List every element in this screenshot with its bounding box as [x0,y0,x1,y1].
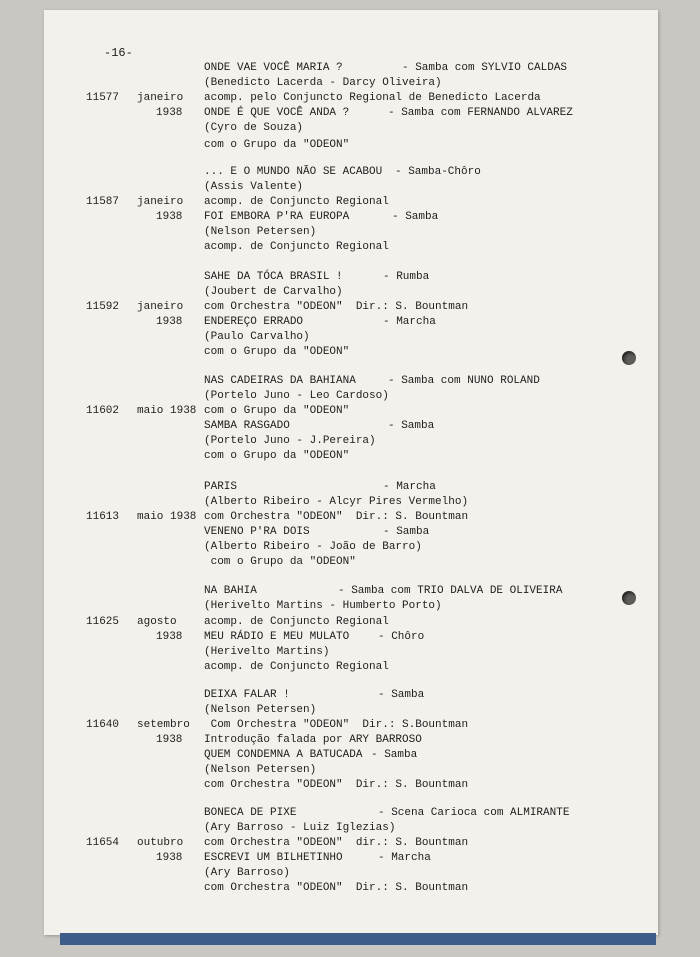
song-title: VENENO P'RA DOIS [204,526,310,538]
song-title: ONDE É QUE VOCÊ ANDA ? [204,107,350,119]
entry-year: 1938 [156,107,183,119]
song-title: SAMBA RASGADO [204,420,290,432]
document-page [44,10,658,935]
song-title: ENDEREÇO ERRADO [204,316,304,328]
song-credits: (Benedicto Lacerda - Darcy Oliveira) [204,77,442,89]
song-accompaniment: com o Grupo da "ODEON" [204,346,350,358]
song-title: ESCREVI UM BILHETINHO [204,852,343,864]
song-genre: - Scena Carioca com ALMIRANTE [378,807,570,819]
song-accompaniment: com Orchestra "ODEON" Dir.: S. Bountman [204,882,469,894]
song-accompaniment: com Orchestra "ODEON" Dir.: S. Bountman [204,301,469,313]
catalog-number: 11587 [86,196,120,208]
song-genre: - Samba-Chôro [395,166,481,178]
song-credits: (Portelo Juno - Leo Cardoso) [204,390,389,402]
song-title: QUEM CONDEMNA A BATUCADA [204,749,363,761]
punch-hole-top [622,351,636,365]
song-title: NAS CADEIRAS DA BAHIANA [204,375,356,387]
song-credits: (Joubert de Carvalho) [204,286,343,298]
spoken-intro-note: Introdução falada por ARY BARROSO [204,734,422,746]
song-accompaniment: com o Grupo da "ODEON" [204,139,350,151]
entry-year: 1938 [156,211,183,223]
song-credits: (Alberto Ribeiro - João de Barro) [204,541,422,553]
entry-month: setembro [137,719,190,731]
song-genre: - Samba com NUNO ROLAND [388,375,540,387]
song-title: PARIS [204,481,238,493]
catalog-number: 11640 [86,719,120,731]
song-credits: (Paulo Carvalho) [204,331,310,343]
song-title: NA BAHIA [204,585,257,597]
song-genre: - Samba com SYLVIO CALDAS [402,62,568,74]
song-title: ... E O MUNDO NÃO SE ACABOU [204,166,383,178]
song-genre: - Samba com FERNANDO ALVAREZ [388,107,573,119]
song-credits: (Nelson Petersen) [204,226,317,238]
song-title: BONECA DE PIXE [204,807,297,819]
song-accompaniment: com o Grupo da "ODEON" [204,450,350,462]
entry-month: janeiro [137,92,184,104]
entry-month: outubro [137,837,184,849]
song-credits: (Cyro de Souza) [204,122,304,134]
song-accompaniment: acomp. de Conjuncto Regional [204,616,389,628]
entry-month: janeiro [137,196,184,208]
catalog-number: 11577 [86,92,120,104]
punch-hole-bottom [622,591,636,605]
song-genre: - Samba [378,689,425,701]
song-title: MEU RÁDIO E MEU MULATO [204,631,350,643]
song-title: SAHE DA TÓCA BRASIL ! [204,271,343,283]
catalog-number: 11625 [86,616,120,628]
song-credits: (Ary Barroso) [204,867,290,879]
catalog-number: 11592 [86,301,120,313]
song-accompaniment: acomp. de Conjuncto Regional [204,196,389,208]
song-accompaniment: com Orchestra "ODEON" Dir.: S. Bountman [204,779,469,791]
song-title: DEIXA FALAR ! [204,689,290,701]
song-genre: - Samba [388,420,435,432]
song-credits: (Herivelto Martins) [204,646,330,658]
song-accompaniment: Com Orchestra "ODEON" Dir.: S.Bountman [204,719,469,731]
song-genre: - Chôro [378,631,425,643]
entry-year: 1938 [156,852,183,864]
song-credits: (Ary Barroso - Luiz Iglezias) [204,822,396,834]
song-accompaniment: acomp. de Conjuncto Regional [204,241,389,253]
song-title: FOI EMBORA P'RA EUROPA [204,211,350,223]
song-genre: - Marcha [383,316,436,328]
entry-month: agosto [137,616,177,628]
song-credits: (Nelson Petersen) [204,764,317,776]
song-accompaniment: com Orchestra "ODEON" Dir.: S. Bountman [204,511,469,523]
catalog-number: 11654 [86,837,120,849]
song-credits: (Nelson Petersen) [204,704,317,716]
song-credits: (Herivelto Martins - Humberto Porto) [204,600,442,612]
entry-year: 1938 [156,316,183,328]
song-genre: - Samba com TRIO DALVA DE OLIVEIRA [338,585,563,597]
song-genre: - Rumba [383,271,430,283]
page-number: -16- [104,46,133,60]
entry-year: 1938 [156,631,183,643]
entry-date: maio 1938 [137,511,197,523]
song-accompaniment: acomp. pelo Conjuncto Regional de Benedicto Lacerda [204,92,541,104]
song-credits: (Assis Valente) [204,181,304,193]
catalog-number: 11602 [86,405,120,417]
catalog-number: 11613 [86,511,120,523]
song-accompaniment: com Orchestra "ODEON" dir.: S. Bountman [204,837,469,849]
song-genre: - Marcha [383,481,436,493]
entry-date: maio 1938 [137,405,197,417]
entry-year: 1938 [156,734,183,746]
entry-month: janeiro [137,301,184,313]
song-credits: (Portelo Juno - J.Pereira) [204,435,376,447]
song-genre: - Samba [371,749,418,761]
song-title: ONDE VAE VOCÊ MARIA ? [204,62,343,74]
song-accompaniment: acomp. de Conjuncto Regional [204,661,389,673]
song-accompaniment: com o Grupo da "ODEON" [204,405,350,417]
song-genre: - Samba [392,211,439,223]
song-genre: - Marcha [378,852,431,864]
song-genre: - Samba [383,526,430,538]
song-credits: (Alberto Ribeiro - Alcyr Pires Vermelho) [204,496,469,508]
song-accompaniment: com o Grupo da "ODEON" [204,556,356,568]
blue-backing-edge [60,933,656,945]
